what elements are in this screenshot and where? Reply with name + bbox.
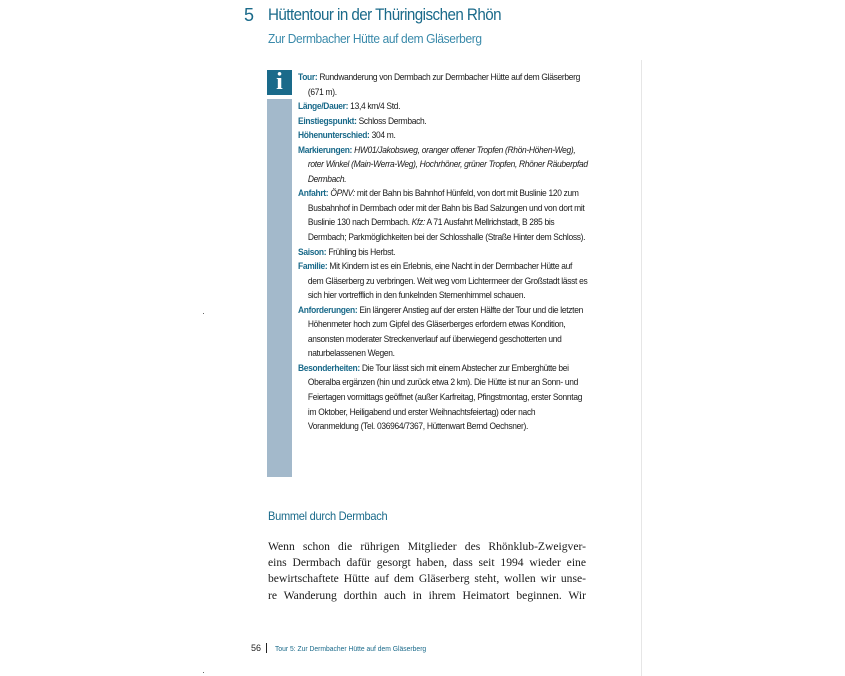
running-footer: Tour 5: Zur Dermbacher Hütte auf dem Gläserberg	[275, 644, 427, 653]
footer-divider	[266, 643, 267, 653]
info-entry-tour: Tour: Rundwanderung von Dermbach zur Dermbacher Hütte auf dem Gläserberg (671 m).	[298, 71, 581, 97]
info-entry-markings: Markierungen: HW01/Jakobsweg, oranger offener Tropfen (Rhön-Höhen-Weg), roter Winkel (Main-Werra-Weg), Hochrhöner, grüner Tropfen, Rhöner Räuberpfad Dermbach.	[298, 143, 588, 184]
body-line: re Wanderung dorthin auch in ihrem Heimatort beginnen. Wir	[268, 588, 586, 602]
info-entry-elevation: Höhenunterschied: 304 m.	[298, 129, 396, 141]
body-line: bewirtschaftete Hütte auf dem Gläserberg steht, wollen wir unse-	[268, 572, 586, 586]
info-entry-season: Saison: Frühling bis Herbst.	[298, 245, 396, 257]
body-line: Wenn schon die rührigen Mitglieder des Rhönklub-Zweigver-	[268, 540, 586, 553]
info-entry-requirements: Anforderungen: Ein längerer Anstieg auf der ersten Hälfte der Tour und die letzten Höhenmeter hoch zum Gipfel des Gläserberges erfordern etwas Kondition, ansonsten moderater Streckenverlauf auf überwiegend geschotterten und naturbelassenen Wegen.	[298, 303, 583, 359]
page-title: Hüttentour in der Thüringischen Rhön	[268, 6, 502, 24]
tour-number: 5	[244, 5, 254, 25]
page-number: 56	[251, 643, 262, 653]
info-icon: i	[267, 70, 292, 95]
info-entry-start: Einstiegspunkt: Schloss Dermbach.	[298, 114, 427, 126]
page-edge-rule	[641, 60, 642, 676]
info-entry-special: Besonderheiten: Die Tour lässt sich mit einem Abstecher zur Emberghütte bei Oberalba ergänzen (hin und zurück etwa 2 km). Die Hütte ist nur an Sonn- und Feiertagen vormittags geöffnet (außer Karfreitag, Pfingstmontag, erster Sonntag im Oktober, Heiligabend und erster Weihnachtsfeiertag) oder nach Voranmeldung (Tel. 036964/7367, Hüttenwart Bernd Oechsner).	[298, 361, 583, 432]
info-entry-arrival: Anfahrt: ÖPNV: mit der Bahn bis Bahnhof Hünfeld, von dort mit Buslinie 120 zum Busbahnhof in Dermbach oder mit der Bahn bis Bad Salzungen und von dort mit Buslinie 130 nach Dermbach. Kfz: A 71 Ausfahrt Mellrichstadt, B 285 bis Dermbach; Parkmöglichkeiten bei der Schlosshalle (Straße Hinter dem Schloss).	[298, 187, 586, 243]
info-sidebar-bar	[267, 99, 292, 477]
crop-mark	[203, 672, 204, 673]
info-box	[298, 70, 588, 434]
crop-mark	[203, 313, 204, 314]
body-line: eins Dermbach dafür gesorgt haben, dass seit 1994 wieder eine	[268, 556, 586, 570]
info-entry-family: Familie: Mit Kindern ist es ein Erlebnis, eine Nacht in der Dermbacher Hütte auf dem Gläserberg zu verbringen. Weit weg vom Lichtermeer der Großstadt lässt es sich hier vortrefflich in den funkelnden Sternenhimmel schauen.	[298, 260, 588, 301]
section-heading: Bummel durch Dermbach	[268, 509, 388, 523]
body-paragraph	[268, 539, 586, 604]
info-entry-length: Länge/Dauer: 13,4 km/4 Std.	[298, 100, 401, 112]
page-subtitle: Zur Dermbacher Hütte auf dem Gläserberg	[268, 31, 482, 46]
